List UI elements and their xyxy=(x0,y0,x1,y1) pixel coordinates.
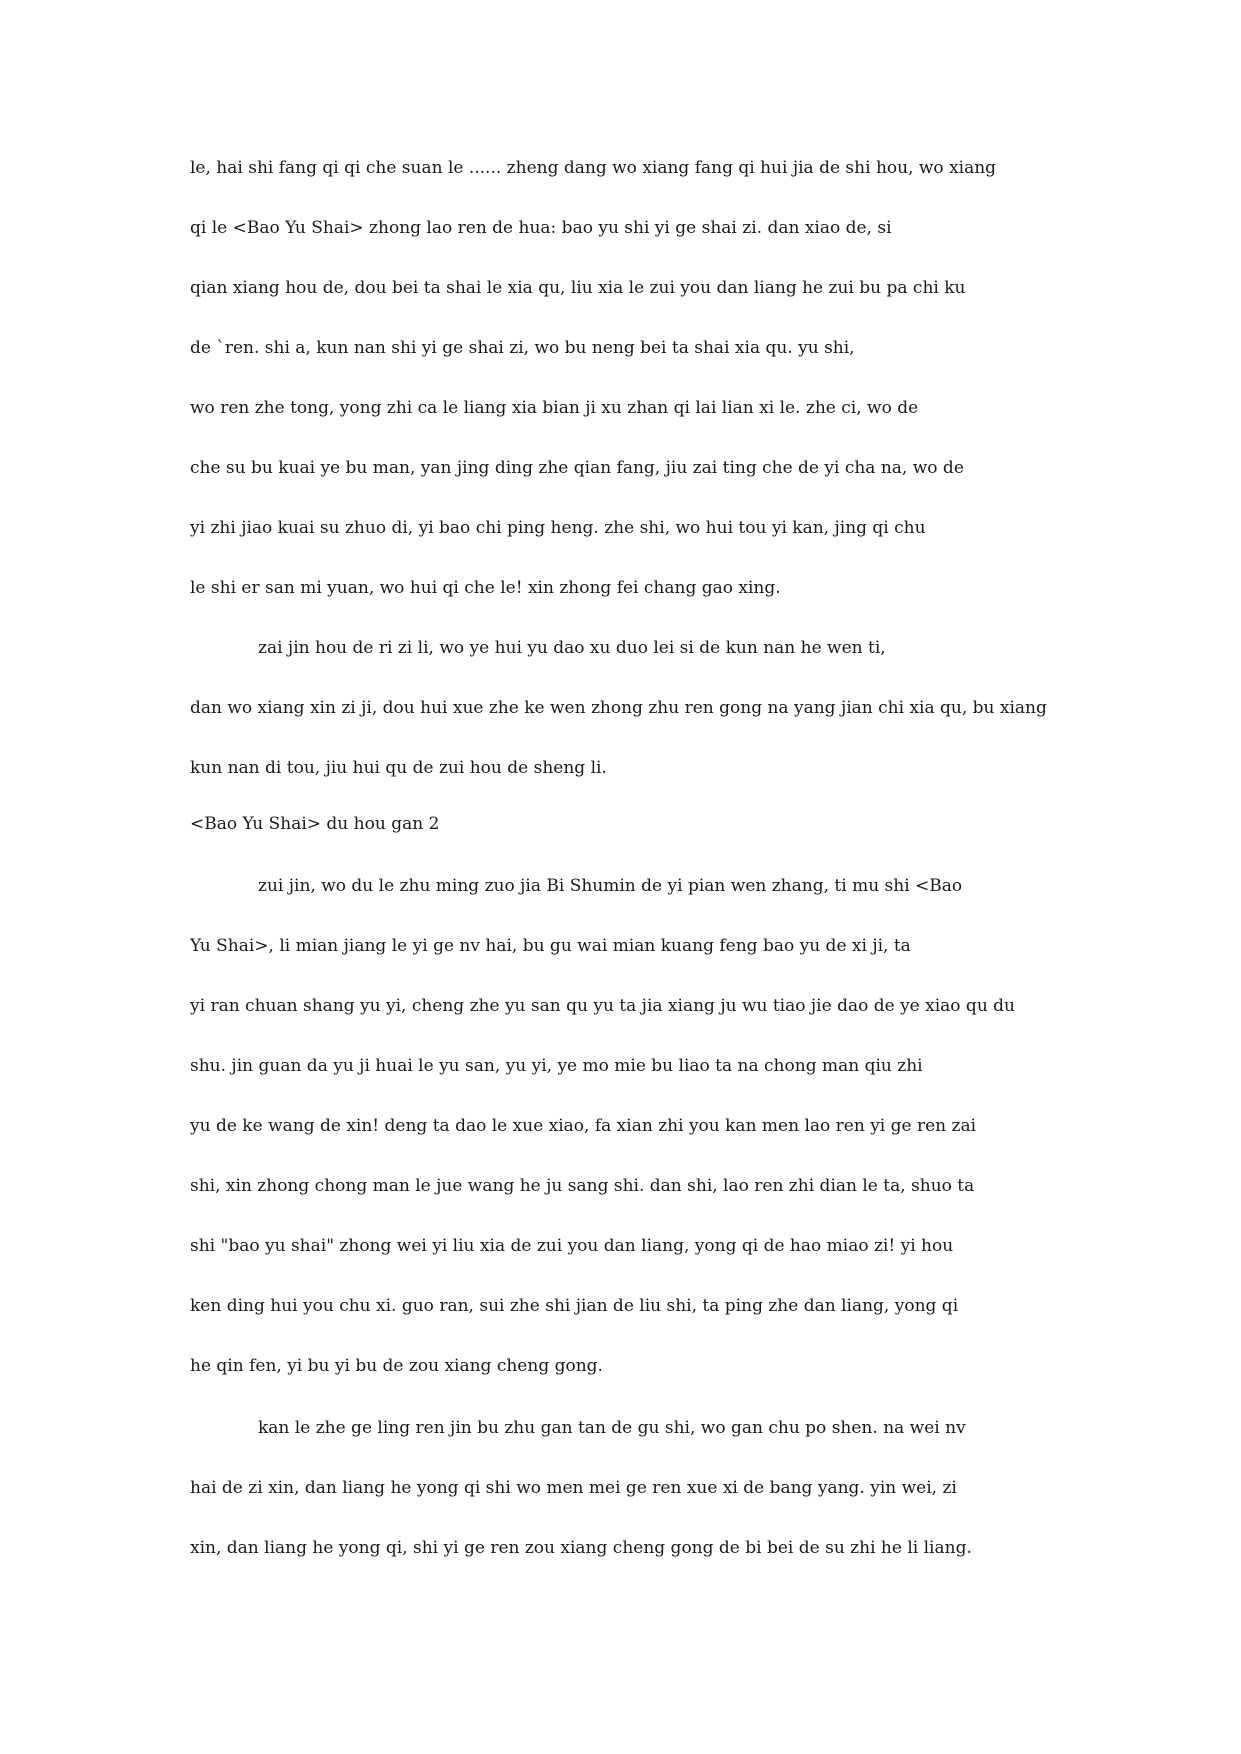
text-line: xin, dan liang he yong qi, shi yi ge ren zou xiang cheng gong de bi bei de su zhi he li liang. xyxy=(190,1538,972,1558)
text-line: shi, xin zhong chong man le jue wang he ju sang shi. dan shi, lao ren zhi dian le ta, shuo ta xyxy=(190,1176,975,1196)
paragraph-reflection xyxy=(190,1398,1070,1578)
text-line: hai de zi xin, dan liang he yong qi shi wo men mei ge ren xue xi de bang yang. yin wei, zi xyxy=(190,1478,957,1498)
text-line: zui jin, wo du le zhu ming zuo jia Bi Shumin de yi pian wen zhang, ti mu shi <Bao xyxy=(258,876,963,896)
text-line: wo ren zhe tong, yong zhi ca le liang xia bian ji xu zhan qi lai lian xi le. zhe ci, wo de xyxy=(190,398,919,418)
text-line: dan wo xiang xin zi ji, dou hui xue zhe ke wen zhong zhu ren gong na yang jian chi xia qu, bu xiang xyxy=(190,698,1047,718)
text-line: yi zhi jiao kuai su zhuo di, yi bao chi ping heng. zhe shi, wo hui tou yi kan, jing qi chu xyxy=(190,518,926,538)
text-line: qian xiang hou de, dou bei ta shai le xia qu, liu xia le zui you dan liang he zui bu pa chi ku xyxy=(190,278,966,298)
text-line: de `ren. shi a, kun nan shi yi ge shai zi, wo bu neng bei ta shai xia qu. yu shi, xyxy=(190,338,855,358)
text-line: zai jin hou de ri zi li, wo ye hui yu dao xu duo lei si de kun nan he wen ti, xyxy=(258,638,886,658)
paragraph-summary xyxy=(190,856,1070,1396)
text-line: ken ding hui you chu xi. guo ran, sui zhe shi jian de liu shi, ta ping zhe dan liang, yong qi xyxy=(190,1296,959,1316)
paragraph-conclusion xyxy=(190,618,1070,798)
text-line: qi le <Bao Yu Shai> zhong lao ren de hua: bao yu shi yi ge shai zi. dan xiao de, si xyxy=(190,218,892,238)
text-line: che su bu kuai ye bu man, yan jing ding zhe qian fang, jiu zai ting che de yi cha na, wo de xyxy=(190,458,964,478)
text-line: kun nan di tou, jiu hui qu de zui hou de sheng li. xyxy=(190,758,607,778)
text-line: he qin fen, yi bu yi bu de zou xiang cheng gong. xyxy=(190,1356,603,1376)
section-heading xyxy=(190,794,1070,854)
text-line: le shi er san mi yuan, wo hui qi che le! xin zhong fei chang gao xing. xyxy=(190,578,781,598)
text-line: yi ran chuan shang yu yi, cheng zhe yu san qu yu ta jia xiang ju wu tiao jie dao de ye xiao qu du xyxy=(190,996,1015,1016)
text-line: shi "bao yu shai" zhong wei yi liu xia de zui you dan liang, yong qi de hao miao zi! yi hou xyxy=(190,1236,954,1256)
section-title: <Bao Yu Shai> du hou gan 2 xyxy=(190,814,440,834)
text-line: shu. jin guan da yu ji huai le yu san, yu yi, ye mo mie bu liao ta na chong man qiu zhi xyxy=(190,1056,923,1076)
paragraph-continuation xyxy=(190,138,1070,618)
text-line: le, hai shi fang qi qi che suan le ...... zheng dang wo xiang fang qi hui jia de shi hou, wo xiang xyxy=(190,158,997,178)
text-line: kan le zhe ge ling ren jin bu zhu gan tan de gu shi, wo gan chu po shen. na wei nv xyxy=(258,1418,966,1438)
text-line: Yu Shai>, li mian jiang le yi ge nv hai, bu gu wai mian kuang feng bao yu de xi ji, ta xyxy=(190,936,911,956)
text-line: yu de ke wang de xin! deng ta dao le xue xiao, fa xian zhi you kan men lao ren yi ge ren zai xyxy=(190,1116,977,1136)
